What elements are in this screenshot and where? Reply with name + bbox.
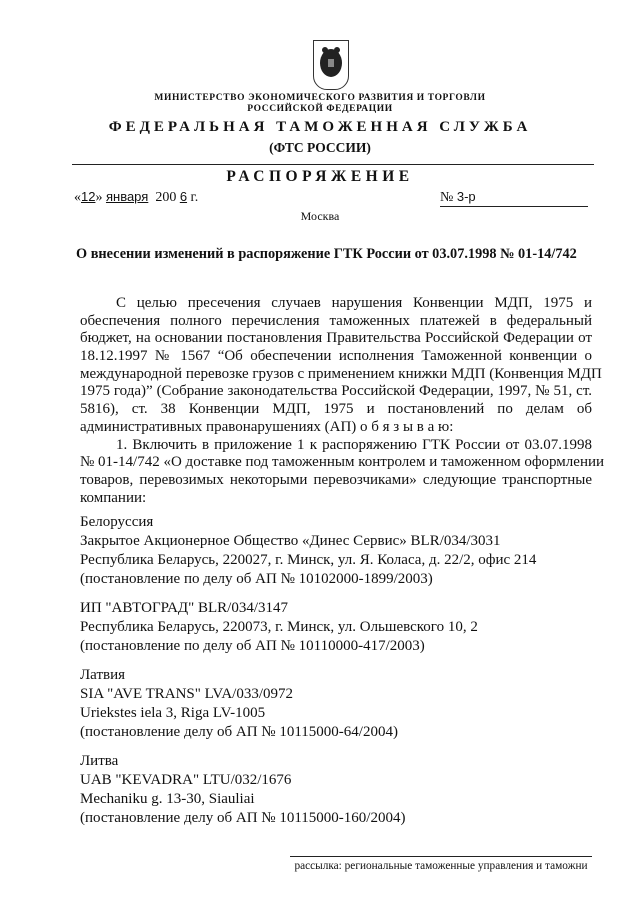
paragraph-line: бюджет, на основании постановления Правительства Российской Федерации от — [80, 330, 592, 347]
distribution-note: рассылка: региональные таможенные управления и таможни — [290, 856, 592, 872]
company-line: (постановление по делу об АП № 10110000-417/2003) — [80, 638, 425, 655]
paragraph-line: товаров, перевозимых некоторыми перевозчиками» следующие транспортные — [80, 471, 592, 488]
paragraph-line: 5816), ст. 38 Конвенции МДП, 1975 и постановлений по делам об — [80, 401, 592, 418]
paragraph-line: № 01-14/742 «О доставке под таможенным контролем и таможенном оформлении — [80, 454, 605, 471]
coat-of-arms-emblem — [313, 40, 349, 90]
company-line: ИП "АВТОГРАД" BLR/034/3147 — [80, 599, 289, 616]
paragraph-line: С целью пресечения случаев нарушения Конвенции МДП, 1975 и — [116, 295, 592, 311]
company-line: Mechaniku g. 13-30, Siauliai — [80, 790, 255, 807]
company-line: Белоруссия — [80, 514, 154, 530]
company-line: Республика Беларусь, 220027, г. Минск, ул. Я. Коласа, д. 22/2, офис 214 — [80, 552, 537, 569]
paragraph-line: обеспечения полного перечисления таможенных платежей в федеральный — [80, 312, 592, 329]
company-line: (постановление по делу об АП № 10102000-1899/2003) — [80, 571, 433, 588]
company-line: Закрытое Акционерное Общество «Динес Сервис» BLR/034/3031 — [80, 533, 501, 550]
company-line: Uriekstes iela 3, Riga LV-1005 — [80, 704, 266, 721]
company-line: SIA "AVE TRANS" LVA/033/0972 — [80, 685, 293, 702]
document-type: РАСПОРЯЖЕНИЕ — [226, 168, 414, 185]
company-line: Латвия — [80, 666, 126, 683]
paragraph-line: международной перевозке грузов с применением книжки МДП (Конвенция МДП — [80, 365, 602, 382]
ministry-line: МИНИСТЕРСТВО ЭКОНОМИЧЕСКОГО РАЗВИТИЯ И ТОРГОВЛИ — [154, 93, 486, 103]
company-line: Литва — [80, 752, 119, 769]
company-entry — [80, 752, 536, 828]
service-abbr: (ФТС РОССИИ) — [269, 140, 371, 155]
document-date: «12» января 200 6 г. — [74, 189, 199, 205]
company-line: (постановление делу об АП № 10115000-64/2004) — [80, 723, 398, 740]
company-line: Республика Беларусь, 220073, г. Минск, ул. Ольшевского 10, 2 — [80, 618, 478, 635]
body-paragraph — [80, 295, 605, 507]
document-title: О внесении изменений в распоряжение ГТК России от 03.07.1998 № 01-14/742 — [76, 246, 577, 262]
city: Москва — [300, 209, 340, 223]
company-entry — [80, 599, 536, 656]
document-number: № 3-р — [440, 189, 588, 207]
company-entry — [80, 513, 536, 589]
companies-list — [80, 513, 536, 828]
company-line: UAB "KEVADRA" LTU/032/1676 — [80, 771, 292, 788]
paragraph-line: административных правонарушениях (АП) о б я з ы в а ю: — [80, 418, 454, 435]
service-name: ФЕДЕРАЛЬНАЯ ТАМОЖЕННАЯ СЛУЖБА — [108, 119, 532, 135]
paragraph-line: компании: — [80, 489, 147, 506]
header-divider — [72, 164, 594, 165]
ministry-name — [0, 93, 640, 115]
paragraph-line: 1975 года)” (Собрание законодательства Российской Федерации, 1997, № 51, ст. — [80, 383, 592, 400]
company-line: (постановление делу об АП № 10115000-160/2004) — [80, 809, 406, 826]
paragraph-line: 1. Включить в приложение 1 к распоряжению ГТК России от 03.07.1998 — [116, 436, 592, 453]
paragraph-line: 18.12.1997 № 1567 “Об обеспечении исполнения Таможенной конвенции о — [80, 348, 592, 365]
ministry-line: РОССИЙСКОЙ ФЕДЕРАЦИИ — [247, 104, 393, 114]
company-entry — [80, 666, 536, 742]
